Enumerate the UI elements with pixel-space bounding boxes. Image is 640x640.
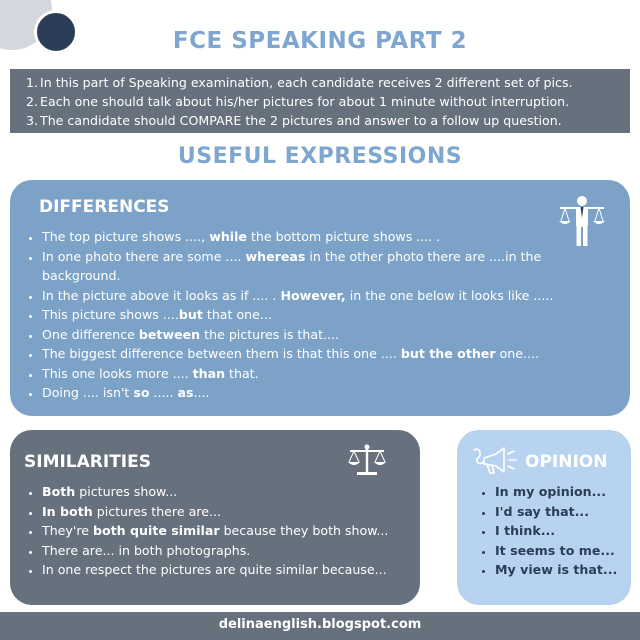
similarities-heading: SIMILARITIES <box>24 452 151 472</box>
section-subtitle: USEFUL EXPRESSIONS <box>177 144 463 169</box>
intro-item-number: 1. <box>26 75 39 90</box>
list-item: • This picture shows ....but that one... <box>42 305 622 325</box>
intro-item-text: In this part of Speaking examination, each candidate receives 2 different set of pics. <box>40 75 573 90</box>
opinion-list <box>481 482 640 580</box>
list-item: • In both pictures there are... <box>42 502 432 522</box>
list-item: • Doing .... isn't so ..... as.... <box>42 383 622 403</box>
megaphone-icon <box>470 444 526 478</box>
list-item: • My view is that... <box>495 560 640 580</box>
intro-item-number: 3. <box>26 113 39 128</box>
list-item: • There are... in both photographs. <box>42 541 432 561</box>
list-item: • One difference between the pictures is that.... <box>42 325 622 345</box>
page-title: FCE SPEAKING PART 2 <box>172 28 468 54</box>
intro-item-text: Each one should talk about his/her pictures for about 1 minute without interruption. <box>40 94 570 109</box>
list-item: • I think... <box>495 521 640 541</box>
list-item: • Both pictures show... <box>42 482 432 502</box>
list-item: • In one photo there are some .... whereas in the other photo there are ....in the background. <box>42 247 622 286</box>
similarities-list <box>28 482 432 580</box>
businessman-scales-icon <box>556 194 608 248</box>
intro-item-number: 2. <box>26 94 39 109</box>
intro-box <box>10 69 630 133</box>
intro-item-text: The candidate should COMPARE the 2 pictures and answer to a follow up question. <box>40 113 562 128</box>
list-item: • In my opinion... <box>495 482 640 502</box>
list-item: • It seems to me... <box>495 541 640 561</box>
intro-item <box>26 92 630 111</box>
balance-scales-icon <box>347 443 387 477</box>
differences-list <box>28 227 622 403</box>
list-item: • In one respect the pictures are quite similar because... <box>42 560 432 580</box>
opinion-heading: OPINION <box>525 452 608 472</box>
list-item: • This one looks more .... than that. <box>42 364 622 384</box>
list-item: • The biggest difference between them is that this one .... but the other one.... <box>42 344 622 364</box>
list-item: • I'd say that... <box>495 502 640 522</box>
list-item: • In the picture above it looks as if .... . However, in the one below it looks like ..... <box>42 286 622 306</box>
intro-list <box>26 73 630 130</box>
footer-credit: delinaenglish.blogspot.com <box>0 612 640 640</box>
list-item: • The top picture shows ...., while the bottom picture shows .... . <box>42 227 622 247</box>
differences-panel <box>10 180 630 416</box>
differences-heading: DIFFERENCES <box>39 197 170 217</box>
intro-item <box>26 111 630 130</box>
list-item: • They're both quite similar because they both show... <box>42 521 432 541</box>
intro-item <box>26 73 630 92</box>
